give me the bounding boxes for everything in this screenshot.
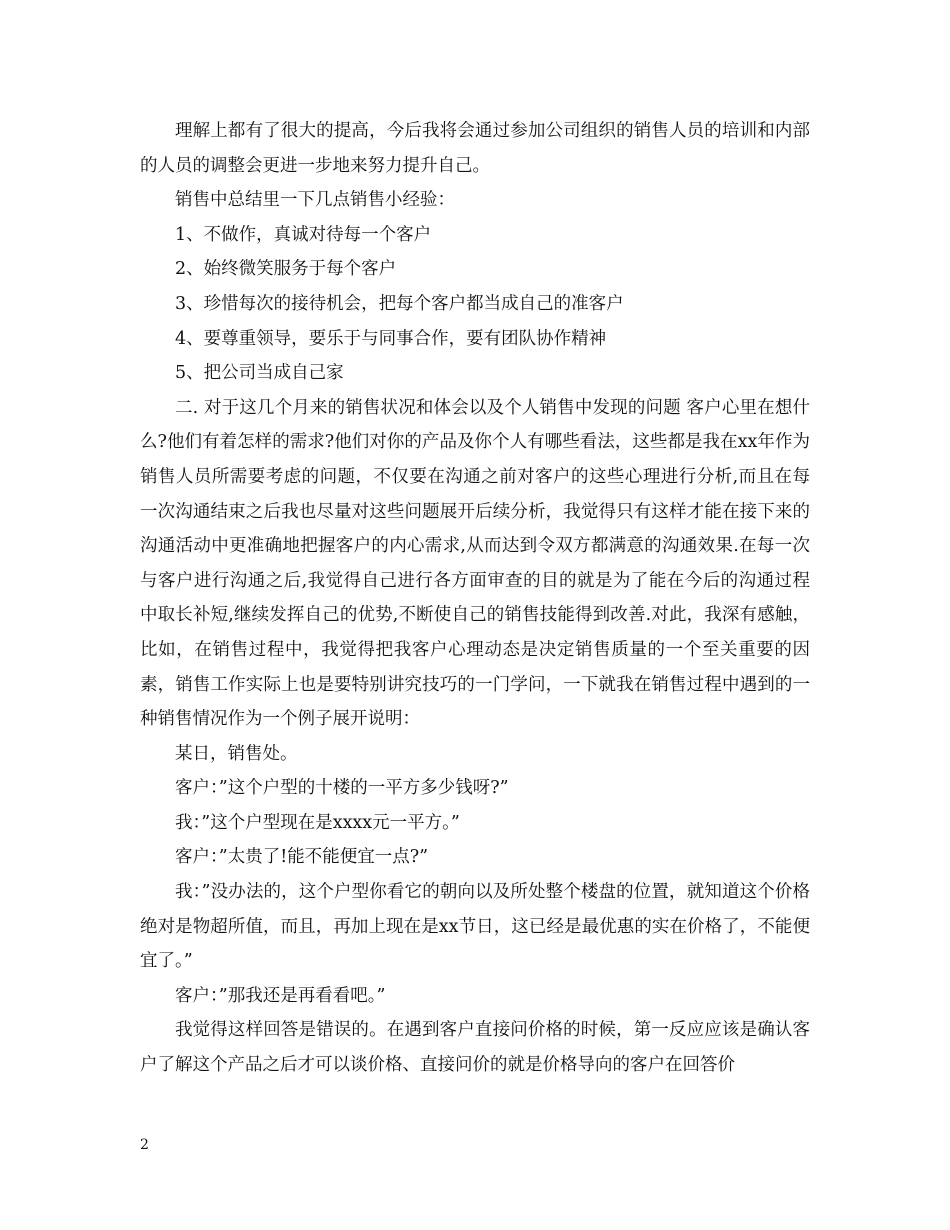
list-item-4: 4、要尊重领导，要乐于与同事合作，要有团队协作精神 <box>175 328 607 349</box>
analysis-paragraph: 我觉得这样回答是错误的。在遇到客户直接问价格的时候，第一反应应该是确认客户了解这个产品之后才可以谈价格、直接问价的就是价格导向的客户在回答价 <box>140 1020 810 1076</box>
list-item-5: 5、把公司当成自己家 <box>175 363 344 384</box>
dialogue-line-customer-1: 客户：”这个户型的十楼的一平方多少钱呀?” <box>175 778 509 799</box>
document-body <box>140 114 810 1083</box>
list-item-2: 2、始终微笑服务于每个客户 <box>175 259 397 280</box>
list-item-1: 1、不做作，真诚对待每一个客户 <box>175 224 432 245</box>
dialogue-line-customer-3: 客户：”那我还是再看看吧。” <box>175 985 386 1006</box>
section-two-paragraph: 二. 对于这几个月来的销售状况和体会以及个人销售中发现的问题 客户心里在想什么?他们有着怎样的需求?他们对你的产品及你个人有哪些看法，这些都是我在xx年作为销售人员所需要考虑的问题，不仅要在沟通之前对客户的这些心理进行分析,而且在每一次沟通结束之后我也尽量对这些问题展开后续分析，我觉得只有这样才能在接下来的沟通活动中更准确地把握客户的内心需求,从而达到令双方都满意的沟通效果.在每一次与客户进行沟通之后,我觉得自己进行各方面审查的目的就是为了能在今后的沟通过程中取长补短,继续发挥自己的优势,不断使自己的销售技能得到改善.对此，我深有感触，比如，在销售过程中，我觉得把我客户心理动态是决定销售质量的一个至关重要的因素，销售工作实际上也是要特别讲究技巧的一门学问，一下就我在销售过程中遇到的一种销售情况作为一个例子展开说明： <box>140 397 810 730</box>
dialogue-line-me-1: 我：”这个户型现在是xxxx元一平方。” <box>175 812 460 833</box>
paragraph-continuation: 理解上都有了很大的提高，今后我将会通过参加公司组织的销售人员的培训和内部的人员的调整会更进一步地来努力提升自己。 <box>140 121 810 176</box>
dialogue-line-me-2: 我：”没办法的，这个户型你看它的朝向以及所处整个楼盘的位置，就知道这个价格绝对是物超所值，而且，再加上现在是xx节日，这已经是最优惠的实在价格了，不能便宜了。” <box>140 882 810 972</box>
dialogue-line-customer-2: 客户：”太贵了!能不能便宜一点?” <box>175 847 429 868</box>
list-item-3: 3、珍惜每次的接待机会，把每个客户都当成自己的准客户 <box>175 293 624 314</box>
paragraph-experience-intro: 销售中总结里一下几点销售小经验： <box>175 190 455 211</box>
page-number: 2 <box>140 1137 149 1153</box>
dialogue-scene: 某日，销售处。 <box>175 743 298 764</box>
